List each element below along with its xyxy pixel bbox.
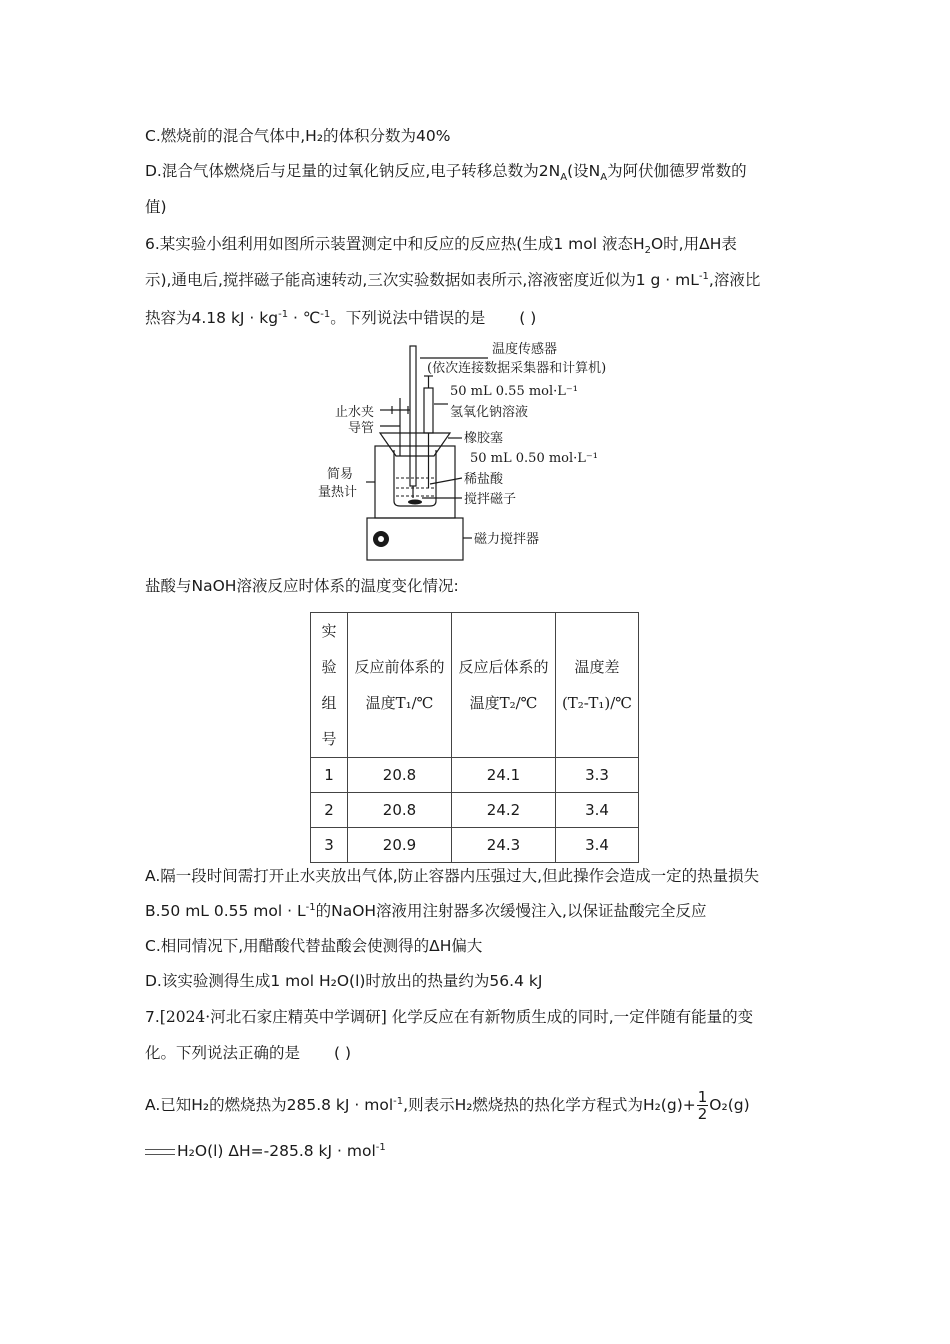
q6-option-c: C.相同情况下,用醋酸代替盐酸会使测得的ΔH偏大 — [145, 937, 483, 955]
table-row: 2 20.8 24.2 3.4 — [311, 793, 639, 828]
q5-option-d-cont: 值) — [145, 198, 167, 216]
label-hcl: 稀盐酸 — [464, 472, 504, 487]
label-clamp: 止水夹 — [335, 405, 375, 420]
table-row: 3 20.9 24.3 3.4 — [311, 828, 639, 863]
label-stirrer: 磁力搅拌器 — [474, 532, 540, 547]
q7-stem-line1: 7.[2024·河北石家庄精英中学调研] 化学反应在有新物质生成的同时,一定伴随有能量的变 — [145, 1008, 754, 1026]
answer-paren: ( ) — [519, 309, 537, 327]
label-sensor-note: (依次连接数据采集器和计算机) — [427, 361, 607, 376]
q7-source: [2024·河北石家庄精英中学调研] — [159, 1008, 387, 1026]
q5-option-c: C.燃烧前的混合气体中,H₂的体积分数为40% — [145, 127, 451, 145]
q5-option-d: D.混合气体燃烧后与足量的过氧化钠反应,电子转移总数为$2N_A$(设$N_A$为阿伏伽德罗常数的 — [145, 162, 747, 184]
q7-option-a: A.已知H₂的燃烧热为285.8 kJ · mol$^{-1}$,则表示H₂燃烧热的热化学方程式为H₂(g)+ $\frac{1}{2}$ O₂(g) — [145, 1088, 750, 1123]
header-t2: 反应后体系的 温度T₂/℃ — [452, 613, 556, 758]
label-stir-bar: 搅拌磁子 — [464, 492, 517, 507]
fraction-half: $\frac{1}{2}$ — [697, 1088, 708, 1123]
temperature-table — [310, 612, 639, 863]
label-calorimeter-2: 量热计 — [318, 485, 358, 500]
q7-stem-line2: 化。下列说法正确的是 ( ) — [145, 1044, 352, 1062]
label-hcl-conc: 50 mL 0.50 mol·L⁻¹ — [470, 451, 598, 466]
q6-option-d: D.该实验测得生成1 mol H₂O(l)时放出的热量约为56.4 kJ — [145, 972, 543, 990]
label-sensor: 温度传感器 — [492, 342, 558, 357]
answer-paren: ( ) — [334, 1044, 352, 1062]
label-naoh-conc: 50 mL 0.55 mol·L⁻¹ — [450, 384, 578, 399]
q6-stem-line1: 6.某实验小组利用如图所示装置测定中和反应的反应热(生成1 mol 液态$H_2O$时,用ΔH表 — [145, 235, 737, 257]
q7-equation: H₂O(l) ΔH=-285.8 kJ · mol$^{-1}$ — [145, 1140, 386, 1162]
label-calorimeter-1: 简易 — [327, 467, 354, 482]
table-header-row — [311, 613, 639, 758]
label-naoh: 氢氧化钠溶液 — [450, 405, 529, 420]
label-stopper: 橡胶塞 — [464, 431, 504, 446]
calorimeter-diagram — [310, 338, 640, 563]
q6-stem-line3: 热容为4.18 kJ · $kg^{-1}$ · ℃$^{-1}$。下列说法中错误的是 ( ) — [145, 308, 537, 327]
q6-option-b: B.50 mL 0.55 mol · $L^{-1}$的NaOH溶液用注射器多次缓慢注入,以保证盐酸完全反应 — [145, 901, 707, 920]
header-t1: 反应前体系的 温度T₁/℃ — [348, 613, 452, 758]
table-intro: 盐酸与NaOH溶液反应时体系的温度变化情况: — [145, 577, 459, 595]
label-tube: 导管 — [348, 421, 375, 436]
table-row: 1 20.8 24.1 3.3 — [311, 758, 639, 793]
q6-stem-line2: 示),通电后,搅拌磁子能高速转动,三次实验数据如表所示,溶液密度近似为1 $g \cdot mL^{-1}$,溶液比 — [145, 270, 761, 289]
header-diff: 温度差 (T₂-T₁)/℃ — [556, 613, 639, 758]
q6-option-a: A.隔一段时间需打开止水夹放出气体,防止容器内压强过大,但此操作会造成一定的热量损失 — [145, 867, 760, 885]
header-group: 实 验 组 号 — [311, 613, 348, 758]
stir-bar-icon — [408, 500, 422, 505]
equals-sign-icon — [145, 1149, 175, 1155]
